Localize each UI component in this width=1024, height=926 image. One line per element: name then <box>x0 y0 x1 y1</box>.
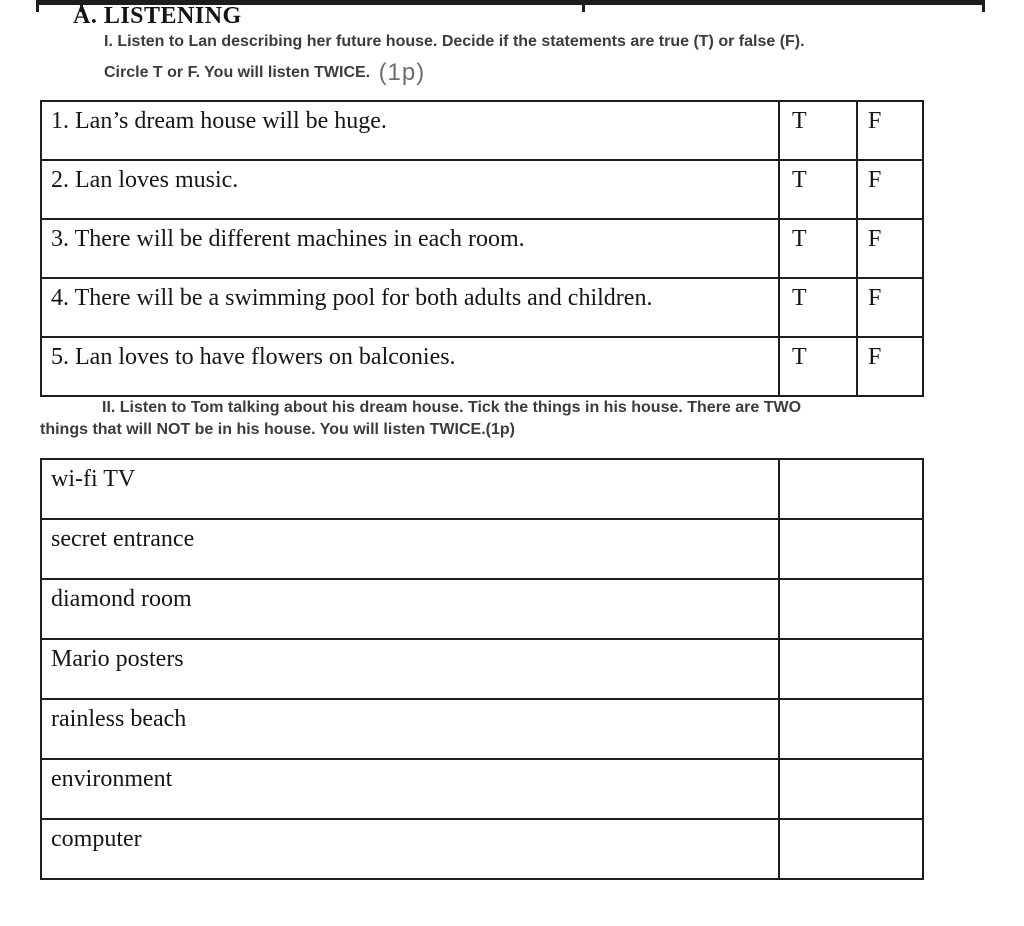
task2-instruction-line1: II. Listen to Tom talking about his dream house. Tick the things in his house. There are TWO <box>102 399 802 416</box>
table-row <box>41 759 923 819</box>
section-title: A. LISTENING <box>73 3 242 29</box>
remnant-tick <box>36 0 39 12</box>
item-cell: diamond room <box>41 579 779 639</box>
table-row <box>41 101 923 160</box>
item-cell: wi-fi TV <box>41 459 779 519</box>
true-option-cell: T <box>779 160 857 219</box>
statement-cell: 4. There will be a swimming pool for both adults and children. <box>41 278 779 337</box>
table-row <box>41 579 923 639</box>
item-cell: rainless beach <box>41 699 779 759</box>
false-option-cell: F <box>857 219 923 278</box>
true-option-cell: T <box>779 278 857 337</box>
table-row <box>41 219 923 278</box>
table-row <box>41 278 923 337</box>
false-option-cell: F <box>857 278 923 337</box>
item-cell: Mario posters <box>41 639 779 699</box>
task1-instruction-line2-text: Circle T or F. You will listen TWICE. <box>104 64 371 81</box>
tick-answer-cell <box>779 459 923 519</box>
tick-answer-cell <box>779 639 923 699</box>
statement-cell: 3. There will be different machines in each room. <box>41 219 779 278</box>
table-row <box>41 519 923 579</box>
true-option-cell: T <box>779 219 857 278</box>
false-option-cell: F <box>857 160 923 219</box>
true-option-cell: T <box>779 101 857 160</box>
true-option-cell: T <box>779 337 857 396</box>
statement-cell: 5. Lan loves to have flowers on balconies. <box>41 337 779 396</box>
table-row <box>41 459 923 519</box>
table-row <box>41 639 923 699</box>
task2-tick-table <box>40 458 924 880</box>
false-option-cell: F <box>857 337 923 396</box>
statement-cell: 2. Lan loves music. <box>41 160 779 219</box>
tick-answer-cell <box>779 819 923 879</box>
task1-instruction-line2 <box>104 59 425 87</box>
tick-answer-cell <box>779 579 923 639</box>
task1-instruction-line1: I. Listen to Lan describing her future house. Decide if the statements are true (T) or false (F). <box>104 33 805 50</box>
table-row <box>41 819 923 879</box>
task2-instruction-line2: things that will NOT be in his house. You will listen TWICE.(1p) <box>40 421 515 438</box>
table-row <box>41 699 923 759</box>
false-option-cell: F <box>857 101 923 160</box>
remnant-tick <box>582 0 585 12</box>
tick-answer-cell <box>779 519 923 579</box>
tick-answer-cell <box>779 759 923 819</box>
table-row <box>41 337 923 396</box>
task1-true-false-table <box>40 100 924 397</box>
item-cell: environment <box>41 759 779 819</box>
item-cell: computer <box>41 819 779 879</box>
table-row <box>41 160 923 219</box>
statement-cell: 1. Lan’s dream house will be huge. <box>41 101 779 160</box>
remnant-tick <box>982 0 985 12</box>
tick-answer-cell <box>779 699 923 759</box>
item-cell: secret entrance <box>41 519 779 579</box>
task1-points-label: (1p) <box>378 59 426 86</box>
